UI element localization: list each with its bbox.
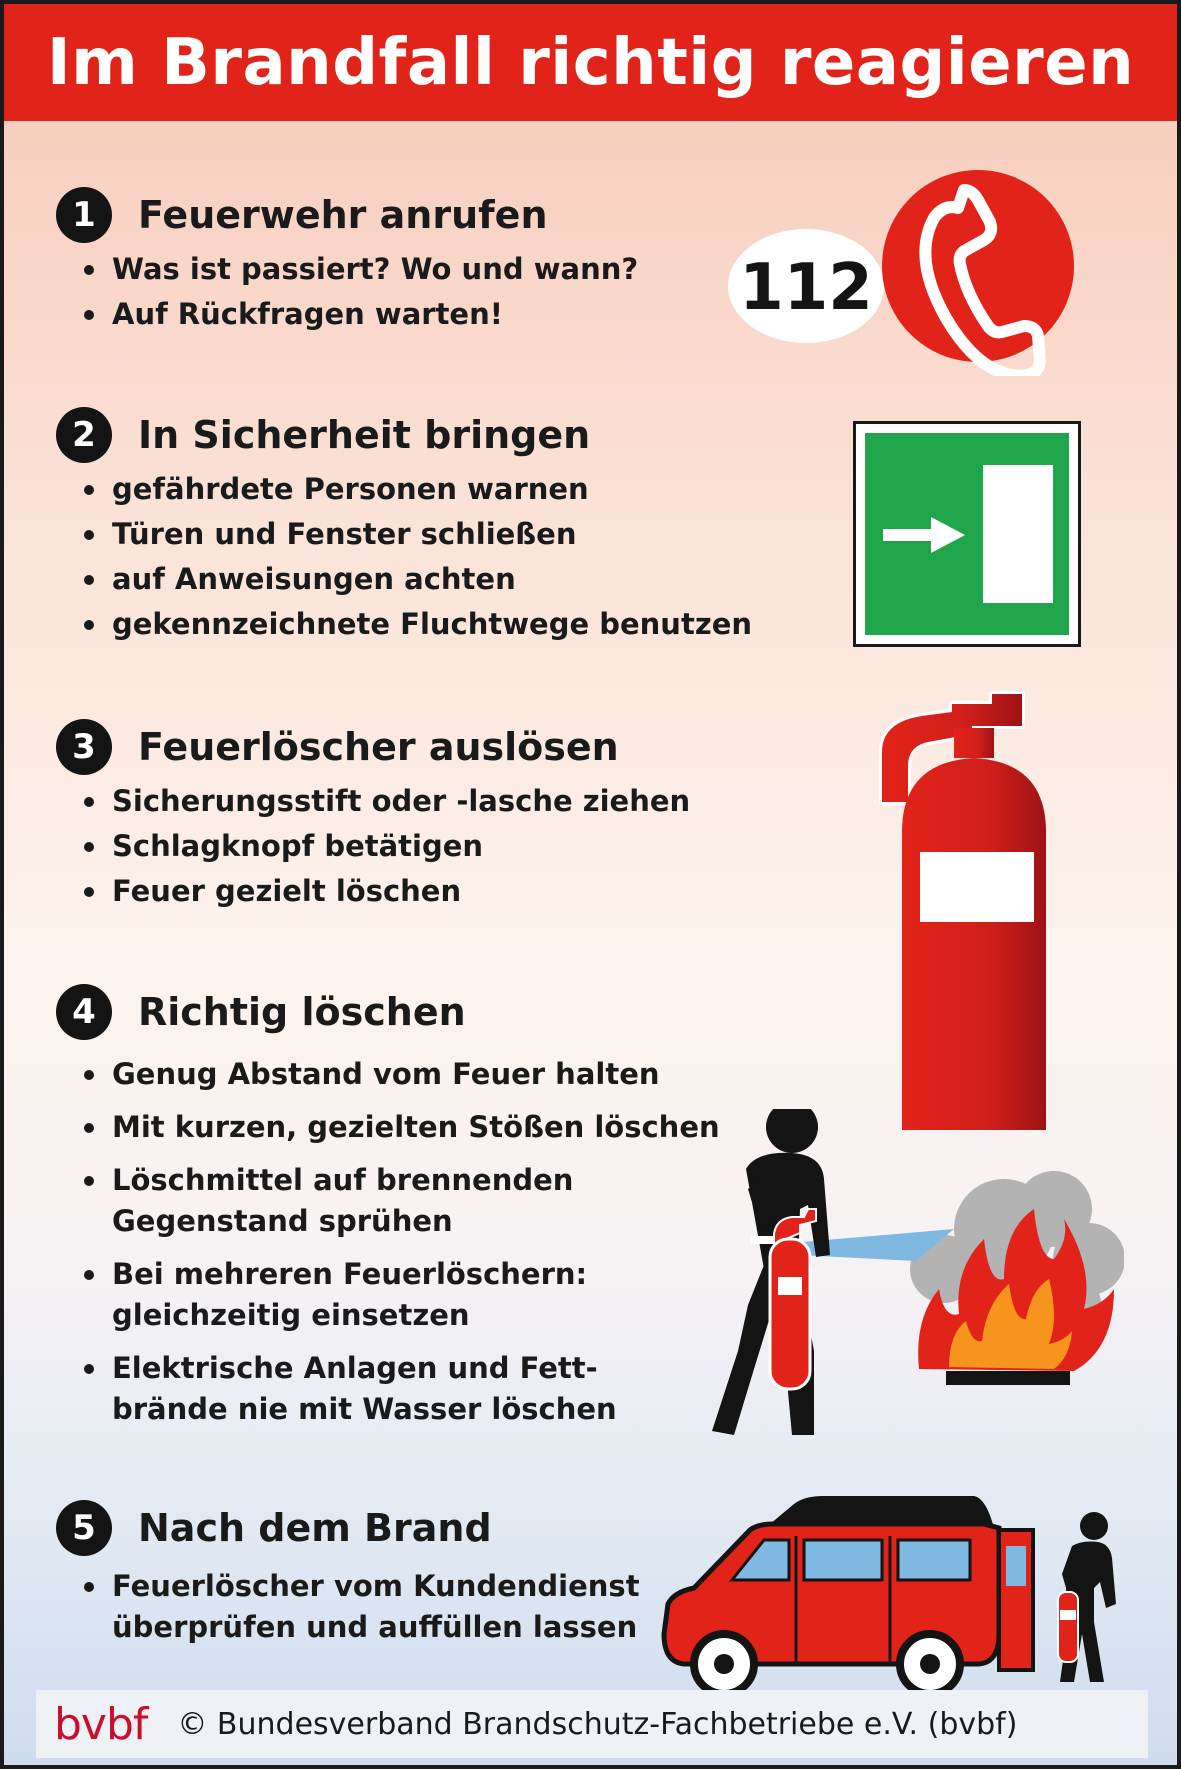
bullet-list [56,1054,720,1430]
section-in-sicherheit-bringen [56,405,752,645]
section-title: In Sicherheit bringen [138,413,591,457]
bullet-list [56,469,752,645]
step-number-badge: 2 [56,407,112,463]
section-heading [56,717,690,777]
section-heading [56,1498,640,1558]
section-feuerloescher-ausloesen [56,717,690,912]
bullet-line: Gegenstand sprühen [112,1204,453,1238]
section-heading [56,185,638,245]
page-title: Im Brandfall richtig reagieren [46,25,1135,100]
title-bar [4,4,1177,121]
bullet-line: Bei mehreren Feuerlöschern: [112,1257,588,1291]
bullet-item: Sicherungsstift oder -lasche ziehen [56,781,690,822]
step-number-badge: 1 [56,187,112,243]
footer [36,1690,1148,1758]
bullet-item [56,1566,640,1648]
section-heading [56,982,720,1042]
section-richtig-loeschen [56,982,720,1430]
bullet-item: Was ist passiert? Wo und wann? [56,249,638,290]
bullet-item: Feuer gezielt löschen [56,871,690,912]
person-extinguishing-fire-icon [704,1109,1124,1444]
section-heading [56,405,752,465]
bullet-item [56,1107,720,1148]
bullet-line: Elektrische Anlagen und Fett- [112,1351,598,1385]
step-number-badge: 4 [56,984,112,1040]
service-van-icon [654,1484,1144,1694]
bullet-item [56,1348,720,1430]
section-title: Nach dem Brand [138,1506,492,1550]
bullet-line: Genug Abstand vom Feuer halten [112,1057,660,1091]
bullet-line: gleichzeitig einsetzen [112,1298,470,1332]
bullet-item: Türen und Fenster schließen [56,514,752,555]
section-nach-dem-brand [56,1498,640,1648]
bullet-line: überprüfen und auffüllen lassen [112,1610,638,1644]
step-number-badge: 5 [56,1500,112,1556]
bullet-item [56,1254,720,1336]
bullet-line: Löschmittel auf brennenden [112,1163,574,1197]
bullet-list [56,781,690,912]
bullet-item: gefährdete Personen warnen [56,469,752,510]
bullet-line: Feuerlöscher vom Kundendienst [112,1569,640,1603]
fire-extinguisher-icon [862,682,1052,1132]
bullet-list [56,1566,640,1648]
section-feuerwehr-anrufen [56,185,638,335]
bullet-item [56,1160,720,1242]
step-number-badge: 3 [56,719,112,775]
bullet-item: Schlagknopf betätigen [56,826,690,867]
bvbf-logo: bvbf [54,1698,148,1750]
phone-icon [726,156,1076,376]
bullet-item: Auf Rückfragen warten! [56,294,638,335]
section-title: Feuerwehr anrufen [138,193,548,237]
bullet-list [56,249,638,335]
emergency-number: 112 [739,251,873,325]
section-title: Feuerlöscher auslösen [138,725,619,769]
bullet-line: brände nie mit Wasser löschen [112,1392,617,1426]
bullet-item [56,1054,720,1095]
bullet-item: auf Anweisungen achten [56,559,752,600]
bullet-item: gekennzeichnete Fluchtwege benutzen [56,604,752,645]
section-title: Richtig löschen [138,990,466,1034]
copyright-text: © Bundesverband Brandschutz-Fachbetriebe e.V. (bvbf) [177,1706,1018,1742]
emergency-exit-sign-icon [853,421,1081,647]
bullet-line: Mit kurzen, gezielten Stößen löschen [112,1110,720,1144]
